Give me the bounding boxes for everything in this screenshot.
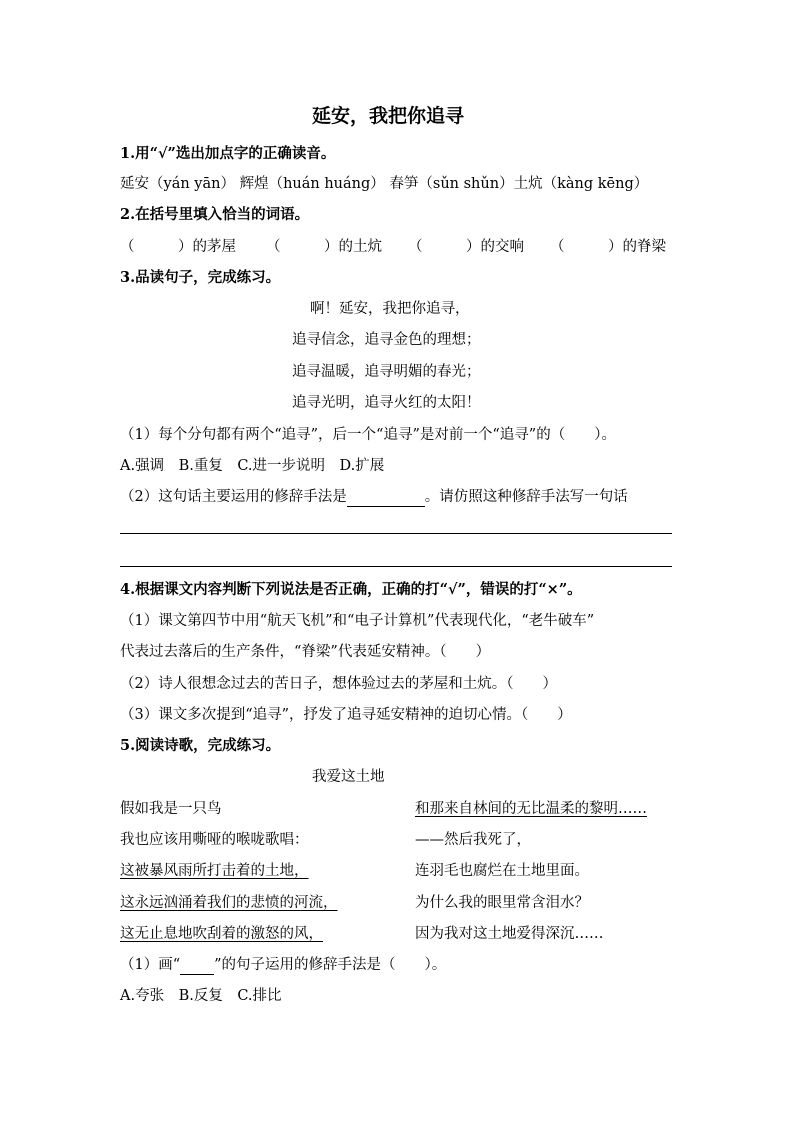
q5-poem-right-line: ——然后我死了， (415, 832, 531, 848)
q5-sub1-options: A.夸张 B.反复 C.排比 (120, 988, 282, 1004)
q2-blank-4[interactable]: （ ）的脊梁 (550, 239, 666, 255)
q5-sub1-text-after: ”的句子运用的修辞手法是（ ）。 (214, 957, 447, 973)
q3-sub2-text: （2）这句话主要运用的修辞手法是 (120, 489, 347, 505)
q3-poem-line: 追寻光明，追寻火红的太阳！ (292, 395, 481, 411)
underline-sample (180, 960, 214, 975)
q3-heading: 3.品读句子，完成练习。 (120, 269, 281, 286)
q2-heading: 2.在括号里填入恰当的词语。 (120, 206, 310, 223)
answer-line[interactable] (120, 566, 672, 567)
q5-poem-title: 我爱这土地 (312, 769, 385, 785)
q5-sub1 (120, 955, 446, 975)
q3-sub1-options: A.强调 B.重复 C.进一步说明 D.扩展 (120, 458, 385, 474)
q5-poem-right-line: 因为我对这土地爱得深沉…… (415, 926, 604, 942)
q5-sub1-text: （1）画“ (120, 957, 181, 973)
q3-sub2 (120, 487, 628, 507)
q5-poem-left-line-underlined: 这永远汹涌着我们的悲愤的河流， (120, 895, 338, 911)
q5-poem-left-line-underlined: 这被暴风雨所打击着的土地， (120, 863, 309, 879)
q4-item-1-cont: 代表过去落后的生产条件，“脊梁”代表延安精神。（ ） (120, 644, 491, 660)
q3-poem-line: 啊！延安，我把你追寻， (310, 301, 470, 317)
q3-sub2-blank[interactable] (347, 492, 425, 507)
q5-heading: 5.阅读诗歌，完成练习。 (120, 737, 281, 754)
q2-blank-3[interactable]: （ ）的交响 (408, 239, 524, 255)
q3-sub1: （1）每个分句都有两个“追寻”，后一个“追寻”是对前一个“追寻”的（ ）。 (120, 427, 616, 443)
q5-poem-right-line: 连羽毛也腐烂在土地里面。 (415, 863, 589, 879)
q4-item-1: （1）课文第四节中用“航天飞机”和“电子计算机”代表现代化，“老牛破车” (120, 613, 595, 629)
q2-blank-1[interactable]: （ ）的茅屋 (120, 239, 236, 255)
q5-poem-right-line: 为什么我的眼里常含泪水？ (415, 895, 589, 911)
q4-heading: 4.根据课文内容判断下列说法是否正确，正确的打“√”，错误的打“×”。 (120, 581, 582, 598)
q5-poem-left-line-underlined: 这无止息地吹刮着的激怒的风， (120, 926, 323, 942)
q4-item-3: （3）课文多次提到“追寻”，抒发了追寻延安精神的迫切心情。（ ） (120, 707, 572, 723)
q5-poem-left-line: 我也应该用嘶哑的喉咙歌唱： (120, 832, 309, 848)
q3-poem-line: 追寻温暖，追寻明媚的春光； (292, 364, 481, 380)
q2-blank-2[interactable]: （ ）的土炕 (266, 239, 382, 255)
q1-pinyin-line: 延安（yán yān） 辉煌（huán huáng） 春笋（sǔn shǔn）土炕（kàng kēng） (120, 176, 649, 192)
q5-poem-left-line: 假如我是一只鸟 (120, 801, 222, 817)
q4-item-2: （2）诗人很想念过去的苦日子，想体验过去的茅屋和土炕。（ ） (120, 676, 557, 692)
q3-poem-line: 追寻信念，追寻金色的理想； (292, 332, 481, 348)
page-title: 延安，我把你追寻 (312, 105, 465, 127)
q5-poem-right-line-underlined: 和那来自林间的无比温柔的黎明…… (415, 801, 647, 817)
answer-line[interactable] (120, 533, 672, 534)
q1-heading: 1.用“√”选出加点字的正确读音。 (120, 145, 336, 162)
q3-sub2-text-after: 。请仿照这种修辞手法写一句话 (424, 489, 628, 505)
